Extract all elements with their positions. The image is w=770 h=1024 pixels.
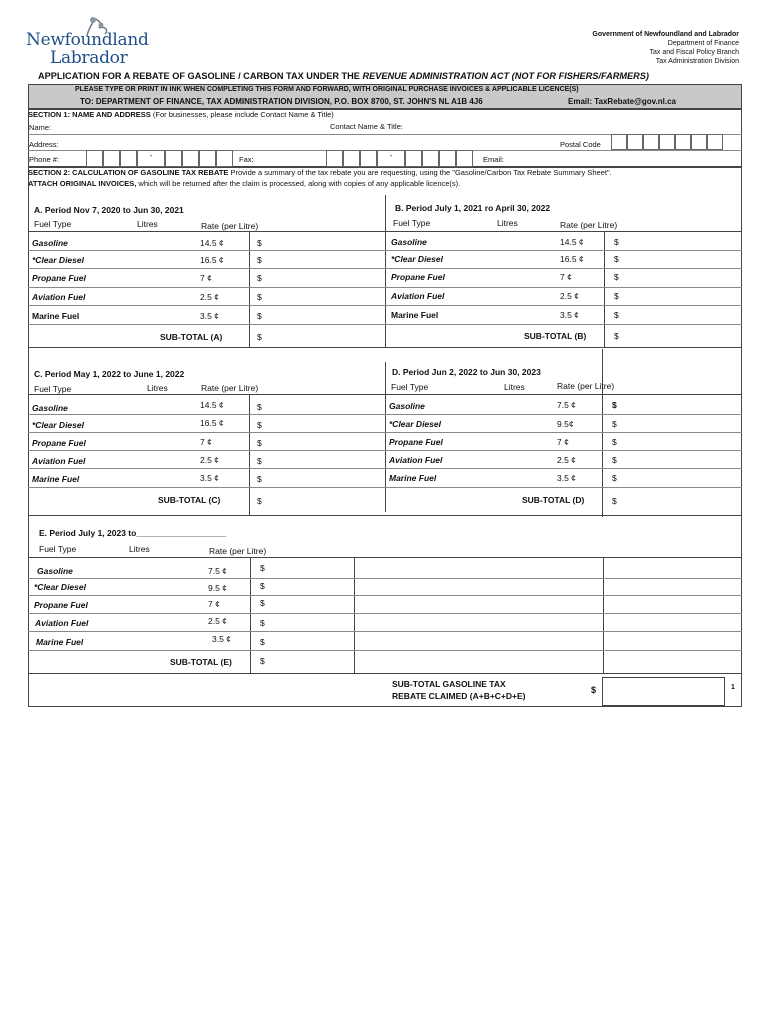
dollar-sign: $ <box>260 656 265 666</box>
fax-digit-box[interactable] <box>405 150 422 167</box>
fuel-marine: Marine Fuel <box>36 637 84 647</box>
col-rate: Rate (per Litre) <box>201 383 259 393</box>
fuel-gasoline: Gasoline <box>32 403 68 413</box>
postal-code-box[interactable] <box>707 134 723 150</box>
dollar-sign: $ <box>260 563 265 573</box>
dollar-sign: $ <box>257 474 262 484</box>
dollar-sign: $ <box>260 618 265 628</box>
rate-clear-diesel: 16.5 ¢ <box>200 255 224 265</box>
postal-code-box[interactable] <box>611 134 627 150</box>
address-label: Address: <box>29 140 59 149</box>
dollar-sign: $ <box>257 238 262 248</box>
phone-digit-box[interactable] <box>165 150 182 167</box>
section1-heading <box>28 110 334 119</box>
rate-aviation: 2.5 ¢ <box>560 291 579 301</box>
form-title <box>38 71 649 81</box>
phone-digit-box[interactable] <box>120 150 137 167</box>
rate-propane: 7 ¢ <box>208 599 220 609</box>
col-rate: Rate (per Litre) <box>209 546 267 556</box>
dollar-sign: $ <box>612 473 617 483</box>
fuel-marine: Marine Fuel <box>391 310 439 320</box>
rate-propane: 7 ¢ <box>557 437 569 447</box>
col-litres: Litres <box>504 382 525 392</box>
period-c-title: C. Period May 1, 2022 to June 1, 2022 <box>34 369 185 379</box>
phone-dash: - <box>137 150 165 167</box>
logo <box>26 18 151 68</box>
title-main: APPLICATION FOR A REBATE OF GASOLINE / CARBON TAX UNDER THE <box>38 71 363 81</box>
col-fuel-type: Fuel Type <box>393 218 431 228</box>
period-e-title: E. Period July 1, 2023 to___________________ <box>39 528 227 538</box>
fuel-clear-diesel: *Clear Diesel <box>32 255 84 265</box>
col-litres: Litres <box>137 219 158 229</box>
dollar-sign: $ <box>614 331 619 341</box>
phone-digit-box[interactable] <box>216 150 233 167</box>
logo-text-newfoundland: Newfoundland <box>26 30 149 50</box>
col-fuel-type: Fuel Type <box>391 382 429 392</box>
dollar-sign: $ <box>257 311 262 321</box>
rate-marine: 3.5 ¢ <box>212 634 231 644</box>
total-line2: REBATE CLAIMED (A+B+C+D+E) <box>392 691 526 701</box>
rate-gasoline: 14.5 ¢ <box>560 237 584 247</box>
dollar-sign: $ <box>612 496 617 506</box>
rate-marine: 3.5 ¢ <box>560 310 579 320</box>
rate-clear-diesel: 16.5 ¢ <box>560 254 584 264</box>
fax-digit-box[interactable] <box>439 150 456 167</box>
fuel-gasoline: Gasoline <box>37 566 73 576</box>
fuel-marine: Marine Fuel <box>389 473 437 483</box>
dollar-sign: $ <box>257 496 262 506</box>
fuel-aviation: Aviation Fuel <box>389 455 443 465</box>
division-name: Tax Administration Division <box>655 58 739 65</box>
attach-bold: ATTACH ORIGINAL INVOICES, <box>28 179 137 188</box>
email-label: Email: <box>483 155 504 164</box>
rate-marine: 3.5 ¢ <box>557 473 576 483</box>
fuel-propane: Propane Fuel <box>391 272 445 282</box>
fuel-aviation: Aviation Fuel <box>35 618 89 628</box>
instructions-line2: TO: DEPARTMENT OF FINANCE, TAX ADMINISTRATION DIVISION, P.O. BOX 8700, ST. JOHN'S NL A1B 4J6 <box>80 97 483 106</box>
col-litres: Litres <box>129 544 150 554</box>
contact-label: Contact Name & Title: <box>330 122 403 131</box>
subtotal-e: SUB-TOTAL (E) <box>170 657 232 667</box>
fuel-propane: Propane Fuel <box>34 600 88 610</box>
dollar-sign: $ <box>257 255 262 265</box>
name-label: Name: <box>29 123 52 132</box>
fax-digit-box[interactable] <box>343 150 360 167</box>
subtotal-a: SUB-TOTAL (A) <box>160 332 223 342</box>
postal-code-box[interactable] <box>675 134 691 150</box>
instructions-email: Email: TaxRebate@gov.nl.ca <box>568 97 676 106</box>
section2-heading <box>28 168 612 177</box>
rate-propane: 7 ¢ <box>200 437 212 447</box>
fax-digit-box[interactable] <box>456 150 473 167</box>
fuel-propane: Propane Fuel <box>389 437 443 447</box>
col-litres: Litres <box>497 218 518 228</box>
fuel-clear-diesel: *Clear Diesel <box>391 254 443 264</box>
dollar-sign: $ <box>257 292 262 302</box>
dollar-sign: $ <box>260 598 265 608</box>
rate-gasoline: 14.5 ¢ <box>200 400 224 410</box>
fuel-aviation: Aviation Fuel <box>32 292 86 302</box>
fax-digit-box[interactable] <box>326 150 343 167</box>
subtotal-b: SUB-TOTAL (B) <box>524 331 587 341</box>
instructions-line1: PLEASE TYPE OR PRINT IN INK WHEN COMPLETING THIS FORM AND FORWARD, WITH ORIGINAL PURCHASE INVOICES & APPLICABLE LICENCE(S) <box>75 86 579 93</box>
fuel-marine: Marine Fuel <box>32 311 80 321</box>
rate-aviation: 2.5 ¢ <box>557 455 576 465</box>
fuel-propane: Propane Fuel <box>32 273 86 283</box>
rate-propane: 7 ¢ <box>560 272 572 282</box>
dollar-sign: $ <box>614 291 619 301</box>
fax-label: Fax: <box>239 155 254 164</box>
fuel-clear-diesel: *Clear Diesel <box>389 419 441 429</box>
dollar-sign: $ <box>257 456 262 466</box>
section1-note: (For businesses, please include Contact Name & Title) <box>150 110 334 119</box>
rate-aviation: 2.5 ¢ <box>200 292 219 302</box>
fuel-propane: Propane Fuel <box>32 438 86 448</box>
rate-clear-diesel: 16.5 ¢ <box>200 418 224 428</box>
dollar-sign: $ <box>612 400 617 410</box>
dollar-sign: $ <box>614 254 619 264</box>
fax-digit-box[interactable] <box>360 150 377 167</box>
fuel-clear-diesel: *Clear Diesel <box>34 582 86 592</box>
col-fuel-type: Fuel Type <box>34 219 72 229</box>
period-a-title: A. Period Nov 7, 2020 to Jun 30, 2021 <box>34 205 184 215</box>
postal-code-box[interactable] <box>659 134 675 150</box>
fuel-aviation: Aviation Fuel <box>391 291 445 301</box>
dept-name: Department of Finance <box>667 40 739 47</box>
dollar-sign: $ <box>260 581 265 591</box>
phone-digit-box[interactable] <box>199 150 216 167</box>
branch-name: Tax and Fiscal Policy Branch <box>649 49 739 56</box>
phone-digit-box[interactable] <box>182 150 199 167</box>
dollar-sign: $ <box>260 637 265 647</box>
logo-text-labrador: Labrador <box>50 48 128 68</box>
col-fuel-type: Fuel Type <box>39 544 77 554</box>
dollar-sign: $ <box>612 455 617 465</box>
attach-rest: which will be returned after the claim is processed, along with copies of any applicable licence(s). <box>136 179 461 188</box>
phone-digit-box[interactable] <box>86 150 103 167</box>
phone-label: Phone #: <box>29 155 60 164</box>
fuel-aviation: Aviation Fuel <box>32 456 86 466</box>
section1-title: SECTION 1: NAME AND ADDRESS <box>28 110 151 119</box>
postal-code-box[interactable] <box>643 134 659 150</box>
rate-gasoline: 7.5 ¢ <box>208 566 227 576</box>
dollar-sign: $ <box>257 438 262 448</box>
phone-digit-box[interactable] <box>103 150 120 167</box>
section2-title: SECTION 2: CALCULATION OF GASOLINE TAX REBATE <box>28 168 229 177</box>
section2-attach <box>28 179 460 188</box>
col-rate: Rate (per Litre) <box>201 221 259 231</box>
rate-marine: 3.5 ¢ <box>200 473 219 483</box>
gov-name: Government of Newfoundland and Labrador <box>592 31 739 38</box>
period-d-title: D. Period Jun 2, 2022 to Jun 30, 2023 <box>392 367 541 377</box>
rate-gasoline: 14.5 ¢ <box>200 238 224 248</box>
fuel-clear-diesel: *Clear Diesel <box>32 420 84 430</box>
subtotal-c: SUB-TOTAL (C) <box>158 495 221 505</box>
postal-code-box[interactable] <box>691 134 707 150</box>
fax-dash: - <box>377 150 405 167</box>
total-amount-field[interactable] <box>602 677 725 706</box>
dollar-sign: $ <box>257 402 262 412</box>
col-rate: Rate (per Litre) <box>560 220 618 230</box>
total-dollar: $ <box>591 685 597 695</box>
fuel-marine: Marine Fuel <box>32 474 80 484</box>
dollar-sign: $ <box>614 237 619 247</box>
rate-aviation: 2.5 ¢ <box>208 616 227 626</box>
col-rate: Rate (per Litre) <box>557 381 615 391</box>
dollar-sign: $ <box>257 332 262 342</box>
rate-gasoline: 7.5 ¢ <box>557 400 576 410</box>
rate-marine: 3.5 ¢ <box>200 311 219 321</box>
fax-digit-box[interactable] <box>422 150 439 167</box>
rate-clear-diesel: 9.5¢ <box>557 419 574 429</box>
period-b-title: B. Period July 1, 2021 ro April 30, 2022 <box>395 203 551 213</box>
dollar-sign: $ <box>257 273 262 283</box>
dollar-sign: $ <box>614 272 619 282</box>
dollar-sign: $ <box>257 420 262 430</box>
dollar-sign: $ <box>612 419 617 429</box>
dollar-sign: $ <box>612 437 617 447</box>
fuel-gasoline: Gasoline <box>32 238 68 248</box>
title-act: REVENUE ADMINISTRATION ACT (NOT FOR FISHERS/FARMERS) <box>362 71 649 81</box>
rate-aviation: 2.5 ¢ <box>200 455 219 465</box>
dollar-sign: $ <box>614 310 619 320</box>
subtotal-d: SUB-TOTAL (D) <box>522 495 585 505</box>
postal-code-label: Postal Code <box>560 140 601 149</box>
section2-desc: Provide a summary of the tax rebate you are requesting, using the "Gasoline/Carbon Tax Rebate Summary Sheet". <box>228 168 612 177</box>
rate-propane: 7 ¢ <box>200 273 212 283</box>
total-line1: SUB-TOTAL GASOLINE TAX <box>392 679 506 689</box>
fuel-gasoline: Gasoline <box>391 237 427 247</box>
postal-code-box[interactable] <box>627 134 643 150</box>
col-fuel-type: Fuel Type <box>34 384 72 394</box>
total-ref-number: 1 <box>731 684 735 691</box>
col-litres: Litres <box>147 383 168 393</box>
rate-clear-diesel: 9.5 ¢ <box>208 583 227 593</box>
fuel-gasoline: Gasoline <box>389 401 425 411</box>
